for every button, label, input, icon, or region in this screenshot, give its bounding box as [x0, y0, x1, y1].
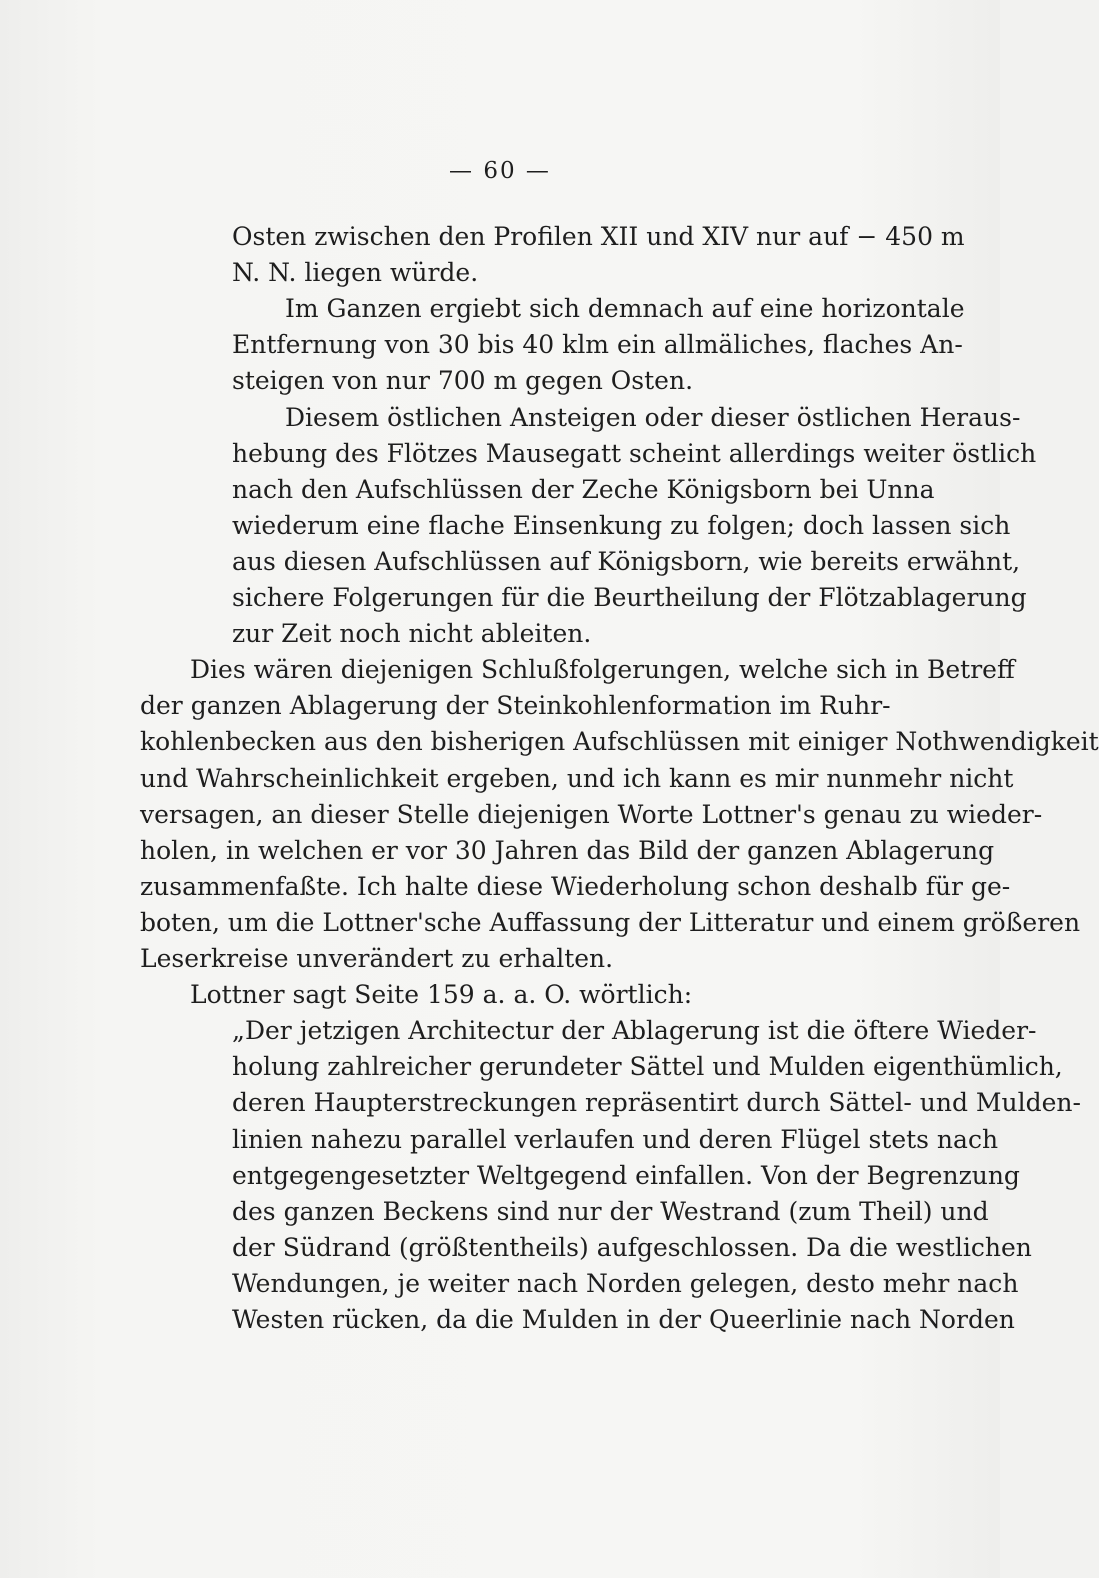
- text-line: holen, in welchen er vor 30 Jahren das Bild der ganzen Ablagerung: [140, 836, 995, 865]
- text-line: zur Zeit noch nicht ableiten.: [232, 619, 592, 648]
- text-line: Dies wären diejenigen Schlußfolgerungen, welche sich in Betreff: [190, 655, 1015, 684]
- text-line: der ganzen Ablagerung der Steinkohlenformation im Ruhr-: [140, 691, 891, 720]
- text-line: Entfernung von 30 bis 40 klm ein allmäliches, flaches An-: [232, 330, 963, 359]
- text-line: deren Haupterstreckungen repräsentirt durch Sättel- und Mulden-: [232, 1088, 1081, 1117]
- text-line: „Der jetzigen Architectur der Ablagerung ist die öftere Wieder-: [232, 1016, 1037, 1045]
- text-line: sichere Folgerungen für die Beurtheilung der Flötzablagerung: [232, 583, 1027, 612]
- text-line: nach den Aufschlüssen der Zeche Königsborn bei Unna: [232, 475, 935, 504]
- text-line: der Südrand (größtentheils) aufgeschlossen. Da die westlichen: [232, 1233, 1032, 1262]
- text-line: versagen, an dieser Stelle diejenigen Worte Lottner's genau zu wieder-: [140, 800, 1043, 829]
- text-line: Osten zwischen den Profilen XII und XIV nur auf − 450 m: [232, 222, 965, 251]
- text-line: Diesem östlichen Ansteigen oder dieser östlichen Heraus-: [285, 403, 1021, 432]
- text-line: hebung des Flötzes Mausegatt scheint allerdings weiter östlich: [232, 439, 1037, 468]
- text-line: des ganzen Beckens sind nur der Westrand (zum Theil) und: [232, 1197, 989, 1226]
- text-line: Westen rücken, da die Mulden in der Queerlinie nach Norden: [232, 1305, 1015, 1334]
- text-line: Leserkreise unverändert zu erhalten.: [140, 944, 614, 973]
- text-line: zusammenfaßte. Ich halte diese Wiederholung schon deshalb für ge-: [140, 872, 1011, 901]
- text-line: entgegengesetzter Weltgegend einfallen. Von der Begrenzung: [232, 1161, 1020, 1190]
- text-line: Wendungen, je weiter nach Norden gelegen, desto mehr nach: [232, 1269, 1019, 1298]
- text-line: linien nahezu parallel verlaufen und deren Flügel stets nach: [232, 1125, 999, 1154]
- text-line: holung zahlreicher gerundeter Sättel und Mulden eigenthümlich,: [232, 1052, 1063, 1081]
- page-number: — 60 —: [449, 158, 551, 184]
- text-line: Lottner sagt Seite 159 a. a. O. wörtlich:: [190, 980, 693, 1009]
- text-line: boten, um die Lottner'sche Auffassung der Litteratur und einem größeren: [140, 908, 1081, 937]
- text-line: und Wahrscheinlichkeit ergeben, und ich kann es mir nunmehr nicht: [140, 764, 1014, 793]
- text-line: aus diesen Aufschlüssen auf Königsborn, wie bereits erwähnt,: [232, 547, 1021, 576]
- text-line: kohlenbecken aus den bisherigen Aufschlüssen mit einiger Nothwendigkeit: [140, 727, 1099, 756]
- text-line: Im Ganzen ergiebt sich demnach auf eine horizontale: [285, 294, 965, 323]
- text-line: wiederum eine flache Einsenkung zu folgen; doch lassen sich: [232, 511, 1011, 540]
- text-line: steigen von nur 700 m gegen Osten.: [232, 366, 694, 395]
- text-line: N. N. liegen würde.: [232, 258, 479, 287]
